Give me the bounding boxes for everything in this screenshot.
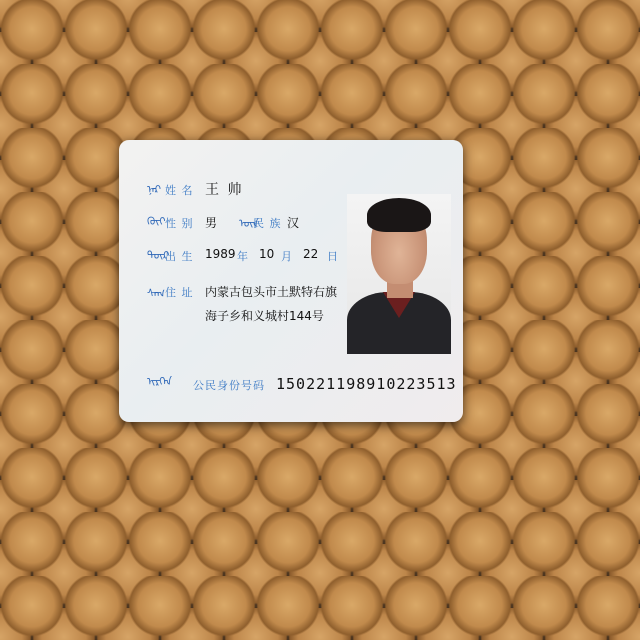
mongolian-script-mark: ᠬᠦᠢ xyxy=(147,215,166,228)
address-line-1: 内蒙古包头市土默特右旗 xyxy=(205,285,338,299)
mongolian-script-mark: ᠲᠦᠷ xyxy=(147,249,170,262)
birth-year: 1989 xyxy=(205,247,236,261)
mongolian-script-mark: ᠨᠡᠷ xyxy=(147,183,162,196)
sex-value: 男 xyxy=(205,216,218,230)
birth-label: 出 生 xyxy=(165,250,194,263)
ethnicity-value: 汉 xyxy=(287,216,300,230)
birth-year-label: 年 xyxy=(237,250,249,263)
id-number-label: 公民身份号码 xyxy=(193,379,265,392)
address-label: 住 址 xyxy=(165,286,194,299)
name-value: 王 帅 xyxy=(205,182,244,198)
portrait-photo xyxy=(347,194,451,354)
birth-day: 22 xyxy=(303,247,319,261)
ethnicity-label: 民 族 xyxy=(253,217,282,230)
mongolian-script-mark: ᠰᠠᠭ xyxy=(147,287,165,300)
birth-month: 10 xyxy=(259,247,275,261)
birth-day-label: 日 xyxy=(327,250,339,263)
sex-label: 性 别 xyxy=(165,217,194,230)
mongolian-script-mark: ᠦᠨ xyxy=(239,217,259,230)
mongolian-script-mark: ᠢᠷᠭᠡᠨ xyxy=(147,375,172,388)
id-number-value: 150221198910223513 xyxy=(276,375,457,393)
portrait-hair xyxy=(367,198,431,232)
birth-month-label: 月 xyxy=(281,250,293,263)
address-line-2: 海子乡和义城村144号 xyxy=(205,309,324,323)
name-label: 姓 名 xyxy=(165,184,194,197)
id-card xyxy=(119,140,463,422)
